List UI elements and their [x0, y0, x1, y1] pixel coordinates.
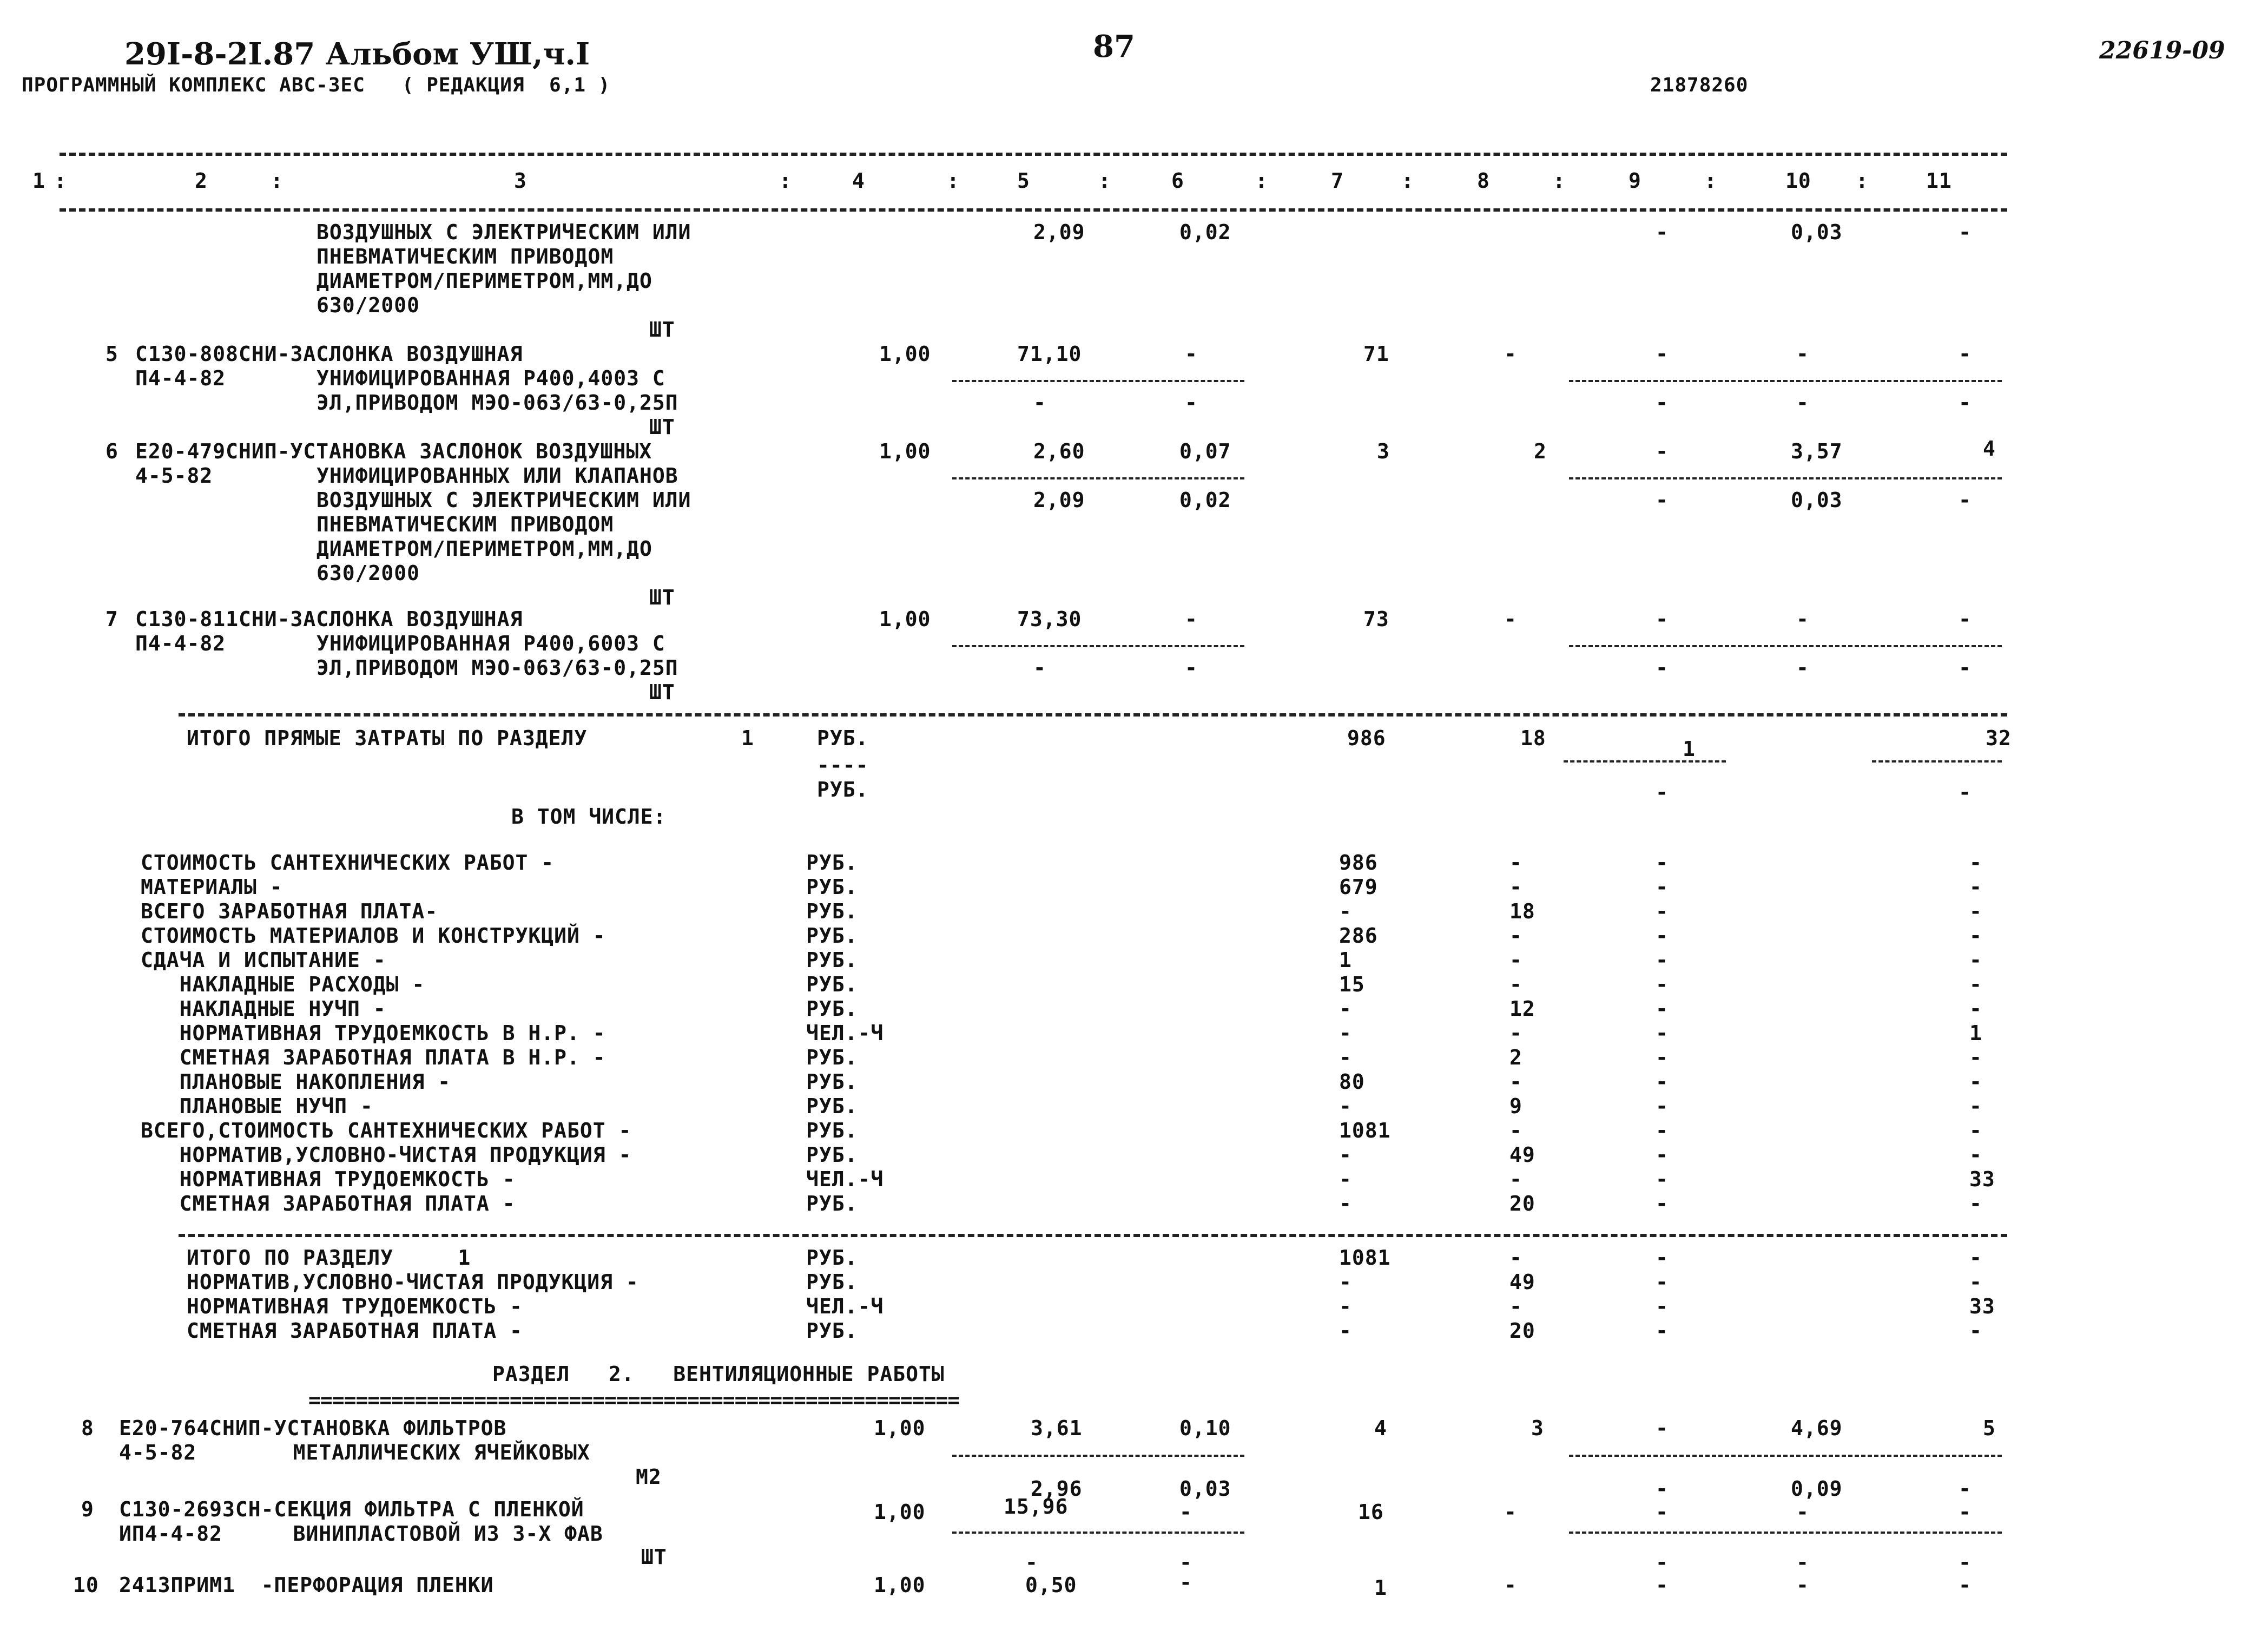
- row-text: ПНЕВМАТИЧЕСКИМ ПРИВОДОМ: [317, 512, 614, 536]
- row-code: 4-5-82: [135, 464, 213, 488]
- total-c9-b: -: [1656, 780, 1669, 804]
- cell-c10: -: [1796, 607, 1809, 631]
- row-number: 5: [106, 342, 118, 366]
- cell-c7: -: [1339, 1294, 1352, 1318]
- cell-c9: -: [1656, 972, 1669, 996]
- cell-c7: 3: [1377, 439, 1390, 463]
- cell-c9: -: [1656, 997, 1669, 1021]
- cell-c9: -: [1656, 1500, 1669, 1524]
- unit-label: РУБ.: [817, 726, 869, 750]
- breakdown-label: ВСЕГО ЗАРАБОТНАЯ ПЛАТА-: [141, 899, 438, 923]
- header-top-rule: [60, 153, 2007, 156]
- cell-c5: 0,50: [1025, 1573, 1077, 1597]
- cell-c6: -: [1185, 342, 1198, 366]
- total-c11-b: -: [1959, 780, 1972, 804]
- cell-c5: -: [1033, 656, 1046, 680]
- cell-c9: -: [1656, 1477, 1669, 1501]
- cell-c11: -: [1969, 851, 1982, 875]
- cell-c8: -: [1504, 342, 1517, 366]
- cell-c7: 286: [1339, 924, 1378, 948]
- subtotal-rule: [952, 1455, 1244, 1457]
- cell-c8: -: [1509, 948, 1522, 972]
- cell-c9: -: [1656, 1573, 1669, 1597]
- cell-c8: -: [1504, 607, 1517, 631]
- archive-stamp: 22619-09: [2099, 37, 2225, 64]
- cell-c11: -: [1959, 656, 1972, 680]
- cell-c9: -: [1656, 1143, 1669, 1167]
- col-sep: :: [779, 169, 792, 193]
- unit-cell: РУБ.: [806, 851, 858, 875]
- cell-c5: 15,96: [1004, 1495, 1069, 1519]
- cell-c10: 4,69: [1791, 1416, 1843, 1440]
- column-header-2: 2: [195, 169, 208, 193]
- total-c9: 1: [1683, 737, 1696, 761]
- cell-c7: -: [1339, 1270, 1352, 1294]
- cell-c6: 0,07: [1179, 439, 1231, 463]
- cell-c11: -: [1969, 1119, 1982, 1142]
- subtotal-rule: [1569, 380, 2002, 382]
- cell-c11: 4: [1983, 437, 1996, 461]
- cell-c8: 20: [1509, 1192, 1535, 1215]
- column-header-6: 6: [1171, 169, 1184, 193]
- cell-c7: -: [1339, 997, 1352, 1021]
- row-text: МЕТАЛЛИЧЕСКИХ ЯЧЕЙКОВЫХ: [254, 1441, 590, 1464]
- subtotal-rule: [1564, 760, 1726, 763]
- cell-c8: -: [1509, 1167, 1522, 1191]
- cell-c10: -: [1796, 1500, 1809, 1524]
- cell-c11: 33: [1969, 1167, 1995, 1191]
- cell-c9: -: [1656, 851, 1669, 875]
- row-text: УНИФИЦИРОВАННАЯ Р400,4003 С: [317, 366, 665, 390]
- cell-c8: -: [1504, 1500, 1517, 1524]
- cell-c9: -: [1656, 439, 1669, 463]
- col-sep: :: [1704, 169, 1717, 193]
- unit-dash: ----: [817, 753, 869, 777]
- cell-c11: -: [1959, 607, 1972, 631]
- row-unit: ШТ: [649, 318, 675, 341]
- row-number: 7: [106, 607, 118, 631]
- cell-c11: -: [1959, 1500, 1972, 1524]
- cell-c10: 3,57: [1791, 439, 1843, 463]
- column-header-10: 10: [1785, 169, 1811, 193]
- cell-c9: -: [1656, 1094, 1669, 1118]
- breakdown-label: НОРМАТИВНАЯ ТРУДОЕМКОСТЬ -: [141, 1167, 516, 1191]
- unit-cell: РУБ.: [806, 1319, 858, 1343]
- row-unit: ШТ: [649, 680, 675, 704]
- cell-c11: -: [1959, 391, 1972, 415]
- cell-c8: -: [1509, 1070, 1522, 1094]
- breakdown-label: ВСЕГО,СТОИМОСТЬ САНТЕХНИЧЕСКИХ РАБОТ -: [141, 1119, 632, 1142]
- breakdown-label: НАКЛАДНЫЕ РАСХОДЫ -: [141, 972, 425, 996]
- cell-c11: -: [1969, 1246, 1982, 1270]
- cell-c11: -: [1959, 1573, 1972, 1597]
- cell-c11: -: [1969, 1094, 1982, 1118]
- cell-c6: -: [1179, 1550, 1192, 1574]
- unit-label: РУБ.: [817, 778, 869, 801]
- cell-c11: -: [1969, 948, 1982, 972]
- cell-c8: 9: [1509, 1094, 1522, 1118]
- unit-cell: РУБ.: [806, 1192, 858, 1215]
- row-code: ИП4-4-82: [119, 1522, 223, 1546]
- column-header-11: 11: [1926, 169, 1952, 193]
- column-header-5: 5: [1017, 169, 1030, 193]
- col-sep: :: [54, 169, 67, 193]
- row-text: ДИАМЕТРОМ/ПЕРИМЕТРОМ,ММ,ДО: [317, 269, 652, 293]
- cell-c9: -: [1656, 1021, 1669, 1045]
- unit-cell: РУБ.: [806, 899, 858, 923]
- col-sep: :: [1098, 169, 1111, 193]
- subtotal-rule: [952, 645, 1244, 647]
- cell-c9: -: [1656, 1246, 1669, 1270]
- subtotal-rule: [1569, 477, 2002, 479]
- cell-c9: -: [1656, 899, 1669, 923]
- cell-c11: -: [1969, 1319, 1982, 1343]
- document-code: 29I-8-2I.87 Альбом УШ,ч.I: [124, 36, 590, 72]
- cell-c8: 20: [1509, 1319, 1535, 1343]
- cell-c8: 2: [1534, 439, 1547, 463]
- cell-c8: -: [1509, 1021, 1522, 1045]
- cell-c8: 49: [1509, 1143, 1535, 1167]
- breakdown-label: СМЕТНАЯ ЗАРАБОТНАЯ ПЛАТА -: [141, 1192, 516, 1215]
- cell-c4: 1,00: [879, 439, 931, 463]
- cell-c9: -: [1656, 948, 1669, 972]
- row-code-text: Е20-764СНИП-УСТАНОВКА ФИЛЬТРОВ: [119, 1416, 507, 1440]
- cell-c6: 0,10: [1179, 1416, 1231, 1440]
- col-sep: :: [1401, 169, 1414, 193]
- cell-c7: 15: [1339, 972, 1365, 996]
- cell-c9: -: [1656, 1294, 1669, 1318]
- cell-c5: -: [1025, 1550, 1038, 1574]
- col-sep: :: [947, 169, 960, 193]
- cell-c5: 71,10: [1017, 342, 1082, 366]
- cell-c7: -: [1339, 1046, 1352, 1069]
- subtotal-rule: [1569, 1455, 2002, 1457]
- cell-c9: -: [1656, 1119, 1669, 1142]
- cell-c7: 16: [1358, 1500, 1384, 1524]
- unit-cell: РУБ.: [806, 1270, 858, 1294]
- cell-c8: 3: [1531, 1416, 1544, 1440]
- breakdown-label: СМЕТНАЯ ЗАРАБОТНАЯ ПЛАТА -: [187, 1319, 523, 1343]
- cell-c7: -: [1339, 1143, 1352, 1167]
- cell-c9: -: [1656, 1070, 1669, 1094]
- row-number: 9: [81, 1497, 94, 1521]
- cell-c7: -: [1339, 1167, 1352, 1191]
- cell-c8: -: [1509, 1119, 1522, 1142]
- cell-c7: 1: [1339, 948, 1352, 972]
- cell-c6: -: [1185, 391, 1198, 415]
- row-text: ДИАМЕТРОМ/ПЕРИМЕТРОМ,ММ,ДО: [317, 537, 652, 561]
- row-code: П4-4-82: [135, 366, 226, 390]
- unit-cell: РУБ.: [806, 1246, 858, 1270]
- column-header-9: 9: [1629, 169, 1641, 193]
- cell-c7: -: [1339, 899, 1352, 923]
- cell-c11: -: [1969, 1270, 1982, 1294]
- cell-c5: 73,30: [1017, 607, 1082, 631]
- unit-cell: ЧЕЛ.-Ч: [806, 1021, 884, 1045]
- row-text: ПНЕВМАТИЧЕСКИМ ПРИВОДОМ: [317, 245, 614, 268]
- cell-c7: 73: [1363, 607, 1389, 631]
- cell-c8: 49: [1509, 1270, 1535, 1294]
- cell-c8: -: [1509, 1294, 1522, 1318]
- cell-c4: 1,00: [879, 342, 931, 366]
- cell-c9: -: [1656, 1550, 1669, 1574]
- cell-c7: -: [1339, 1021, 1352, 1045]
- breakdown-label: ПЛАНОВЫЕ НУЧП -: [141, 1094, 373, 1118]
- cell-c11: -: [1959, 220, 1972, 244]
- row-text: УНИФИЦИРОВАННАЯ Р400,6003 С: [317, 632, 665, 655]
- section-number: 1: [741, 726, 754, 750]
- total-c11: 32: [1986, 726, 2012, 750]
- cell-c7: 4: [1374, 1416, 1387, 1440]
- row-code-text: 2413ПРИМ1 -ПЕРФОРАЦИЯ ПЛЕНКИ: [119, 1573, 494, 1597]
- cell-c9: -: [1656, 391, 1669, 415]
- document-number: 21878260: [1650, 74, 1749, 96]
- row-code-text: Е20-479СНИП-УСТАНОВКА ЗАСЛОНОК ВОЗДУШНЫХ: [135, 439, 652, 463]
- cell-c11: -: [1959, 488, 1972, 512]
- subtotal-rule: [1569, 1532, 2002, 1534]
- column-header-3: 3: [514, 169, 527, 193]
- cell-c5: 2,96: [1031, 1477, 1083, 1501]
- row-text: ЭЛ,ПРИВОДОМ МЭО-063/63-0,25П: [317, 391, 678, 415]
- total-c7: 986: [1347, 726, 1386, 750]
- subtotal-rule: [952, 477, 1244, 479]
- cell-c8: 18: [1509, 899, 1535, 923]
- cell-c11: 5: [1983, 1416, 1996, 1440]
- cell-c6: -: [1185, 656, 1198, 680]
- column-header-4: 4: [852, 169, 865, 193]
- row-number: 10: [73, 1573, 99, 1597]
- cell-c7: 1: [1374, 1576, 1387, 1600]
- cell-c7: 80: [1339, 1070, 1365, 1094]
- unit-cell: РУБ.: [806, 948, 858, 972]
- subtotal-rule: [1569, 645, 2002, 647]
- cell-c9: -: [1656, 1046, 1669, 1069]
- row-code-text: С130-808СНИ-ЗАСЛОНКА ВОЗДУШНАЯ: [135, 342, 523, 366]
- cell-c9: -: [1656, 1270, 1669, 1294]
- cell-c9: -: [1656, 488, 1669, 512]
- col-sep: :: [1856, 169, 1869, 193]
- row-text: ЭЛ,ПРИВОДОМ МЭО-063/63-0,25П: [317, 656, 678, 680]
- cell-c9: -: [1656, 1319, 1669, 1343]
- row-code: П4-4-82: [135, 632, 226, 655]
- cell-c9: -: [1656, 342, 1669, 366]
- row-text: УНИФИЦИРОВАННЫХ ИЛИ КЛАПАНОВ: [317, 464, 678, 488]
- cell-c11: -: [1969, 972, 1982, 996]
- row-code-text: С130-2693СН-СЕКЦИЯ ФИЛЬТРА С ПЛЕНКОЙ: [119, 1497, 584, 1521]
- cell-c11: -: [1969, 924, 1982, 948]
- cell-c7: 71: [1363, 342, 1389, 366]
- column-header-7: 7: [1331, 169, 1344, 193]
- row-unit: ШТ: [641, 1545, 667, 1569]
- unit-cell: РУБ.: [806, 972, 858, 996]
- row-unit: ШТ: [649, 415, 675, 439]
- row-number: 8: [81, 1416, 94, 1440]
- unit-cell: РУБ.: [806, 924, 858, 948]
- cell-c8: -: [1509, 1246, 1522, 1270]
- cell-c9: -: [1656, 1167, 1669, 1191]
- cell-c10: -: [1796, 656, 1809, 680]
- cell-c11: -: [1969, 1070, 1982, 1094]
- cell-c10: -: [1796, 391, 1809, 415]
- cell-c11: -: [1969, 1143, 1982, 1167]
- breakdown-label: НОРМАТИВ,УСЛОВНО-ЧИСТАЯ ПРОДУКЦИЯ -: [187, 1270, 639, 1294]
- cell-c4: 1,00: [874, 1416, 926, 1440]
- unit-cell: РУБ.: [806, 1143, 858, 1167]
- cell-c4: 1,00: [879, 607, 931, 631]
- page-number: 87: [1093, 29, 1135, 64]
- subtotal-rule: [952, 380, 1244, 382]
- cell-c8: 2: [1509, 1046, 1522, 1069]
- final-total-rule: [179, 1234, 2007, 1237]
- cell-c6: -: [1185, 607, 1198, 631]
- row-text: ВИНИПЛАСТОВОЙ ИЗ 3-Х ФАВ: [254, 1522, 603, 1546]
- cell-c8: -: [1509, 851, 1522, 875]
- section-2-underline: =======================================================: [308, 1388, 960, 1412]
- cell-c6: -: [1179, 1500, 1192, 1524]
- unit-cell: РУБ.: [806, 1046, 858, 1069]
- row-text: 630/2000: [317, 561, 420, 585]
- cell-c6: 0,02: [1179, 220, 1231, 244]
- row-code: 4-5-82: [119, 1441, 197, 1464]
- in-that-number-heading: В ТОМ ЧИСЛЕ:: [511, 805, 667, 829]
- cell-c7: 1081: [1339, 1246, 1391, 1270]
- cell-c8: -: [1509, 875, 1522, 899]
- cell-c9: -: [1656, 656, 1669, 680]
- cell-c6: -: [1179, 1570, 1192, 1594]
- cell-c11: -: [1959, 342, 1972, 366]
- column-header-1: 1: [32, 169, 45, 193]
- cell-c10: 0,03: [1791, 488, 1843, 512]
- unit-cell: РУБ.: [806, 1094, 858, 1118]
- unit-cell: РУБ.: [806, 1070, 858, 1094]
- cell-c11: -: [1969, 1192, 1982, 1215]
- cell-c6: 0,03: [1179, 1477, 1231, 1501]
- col-sep: :: [271, 169, 284, 193]
- unit-cell: РУБ.: [806, 1119, 858, 1142]
- cell-c11: -: [1969, 899, 1982, 923]
- unit-cell: ЧЕЛ.-Ч: [806, 1294, 884, 1318]
- breakdown-label: СТОИМОСТЬ МАТЕРИАЛОВ И КОНСТРУКЦИЙ -: [141, 924, 606, 948]
- row-text: 630/2000: [317, 293, 420, 317]
- cell-c11: -: [1959, 1477, 1972, 1501]
- cell-c11: -: [1969, 875, 1982, 899]
- breakdown-label: МАТЕРИАЛЫ -: [141, 875, 283, 899]
- cell-c5: 2,60: [1033, 439, 1085, 463]
- subtotal-rule: [952, 1532, 1244, 1534]
- cell-c11: 1: [1969, 1021, 1982, 1045]
- cell-c9: -: [1656, 1416, 1669, 1440]
- row-code-text: С130-811СНИ-ЗАСЛОНКА ВОЗДУШНАЯ: [135, 607, 523, 631]
- cell-c8: -: [1504, 1573, 1517, 1597]
- breakdown-label: ПЛАНОВЫЕ НАКОПЛЕНИЯ -: [141, 1070, 451, 1094]
- cell-c5: 2,09: [1033, 488, 1085, 512]
- breakdown-label: НАКЛАДНЫЕ НУЧП -: [141, 997, 386, 1021]
- cell-c5: 2,09: [1033, 220, 1085, 244]
- breakdown-label: СМЕТНАЯ ЗАРАБОТНАЯ ПЛАТА В Н.Р. -: [141, 1046, 606, 1069]
- cell-c9: -: [1656, 607, 1669, 631]
- breakdown-label: СТОИМОСТЬ САНТЕХНИЧЕСКИХ РАБОТ -: [141, 851, 555, 875]
- row-text: ВОЗДУШНЫХ С ЭЛЕКТРИЧЕСКИМ ИЛИ: [317, 220, 691, 244]
- header-bottom-rule: [60, 208, 2007, 212]
- cell-c9: -: [1656, 220, 1669, 244]
- cell-c8: -: [1509, 972, 1522, 996]
- cell-c9: -: [1656, 924, 1669, 948]
- row-text: ВОЗДУШНЫХ С ЭЛЕКТРИЧЕСКИМ ИЛИ: [317, 488, 691, 512]
- breakdown-label: НОРМАТИВНАЯ ТРУДОЕМКОСТЬ В Н.Р. -: [141, 1021, 606, 1045]
- cell-c11: -: [1969, 1046, 1982, 1069]
- cell-c4: 1,00: [874, 1500, 926, 1524]
- cell-c10: -: [1796, 1550, 1809, 1574]
- cell-c7: -: [1339, 1094, 1352, 1118]
- cell-c9: -: [1656, 1192, 1669, 1215]
- cell-c11: 33: [1969, 1294, 1995, 1318]
- cell-c10: -: [1796, 342, 1809, 366]
- breakdown-label: НОРМАТИВ,УСЛОВНО-ЧИСТАЯ ПРОДУКЦИЯ -: [141, 1143, 632, 1167]
- cell-c11: -: [1959, 1550, 1972, 1574]
- breakdown-label: ИТОГО ПО РАЗДЕЛУ 1: [187, 1246, 471, 1270]
- cell-c7: 1081: [1339, 1119, 1391, 1142]
- cell-c7: 679: [1339, 875, 1378, 899]
- cell-c5: 3,61: [1031, 1416, 1083, 1440]
- cell-c9: -: [1656, 875, 1669, 899]
- cell-c7: -: [1339, 1319, 1352, 1343]
- unit-cell: РУБ.: [806, 875, 858, 899]
- subtotal-rule: [1872, 760, 2002, 763]
- cell-c10: 0,09: [1791, 1477, 1843, 1501]
- col-sep: :: [1553, 169, 1566, 193]
- section-2-title: РАЗДЕЛ 2. ВЕНТИЛЯЦИОННЫЕ РАБОТЫ: [492, 1362, 945, 1386]
- total-c8: 18: [1520, 726, 1546, 750]
- breakdown-label: НОРМАТИВНАЯ ТРУДОЕМКОСТЬ -: [187, 1294, 523, 1318]
- cell-c5: -: [1033, 391, 1046, 415]
- breakdown-label: СДАЧА И ИСПЫТАНИЕ -: [141, 948, 386, 972]
- row-number: 6: [106, 439, 118, 463]
- section-total-label: ИТОГО ПРЯМЫЕ ЗАТРАТЫ ПО РАЗДЕЛУ: [187, 726, 588, 750]
- program-line: ПРОГРАММНЫЙ КОМПЛЕКС АВС-ЗЕС ( РЕДАКЦИЯ 6,1 ): [22, 74, 611, 96]
- row-unit: М2: [636, 1465, 662, 1489]
- unit-cell: ЧЕЛ.-Ч: [806, 1167, 884, 1191]
- cell-c6: 0,02: [1179, 488, 1231, 512]
- cell-c8: -: [1509, 924, 1522, 948]
- column-header-8: 8: [1477, 169, 1490, 193]
- cell-c10: -: [1796, 1573, 1809, 1597]
- cell-c8: 12: [1509, 997, 1535, 1021]
- cell-c7: 986: [1339, 851, 1378, 875]
- section-total-rule: [179, 713, 2007, 717]
- unit-cell: РУБ.: [806, 997, 858, 1021]
- cell-c10: 0,03: [1791, 220, 1843, 244]
- cell-c11: -: [1969, 997, 1982, 1021]
- cell-c7: -: [1339, 1192, 1352, 1215]
- row-unit: ШТ: [649, 586, 675, 609]
- col-sep: :: [1255, 169, 1268, 193]
- cell-c4: 1,00: [874, 1573, 926, 1597]
